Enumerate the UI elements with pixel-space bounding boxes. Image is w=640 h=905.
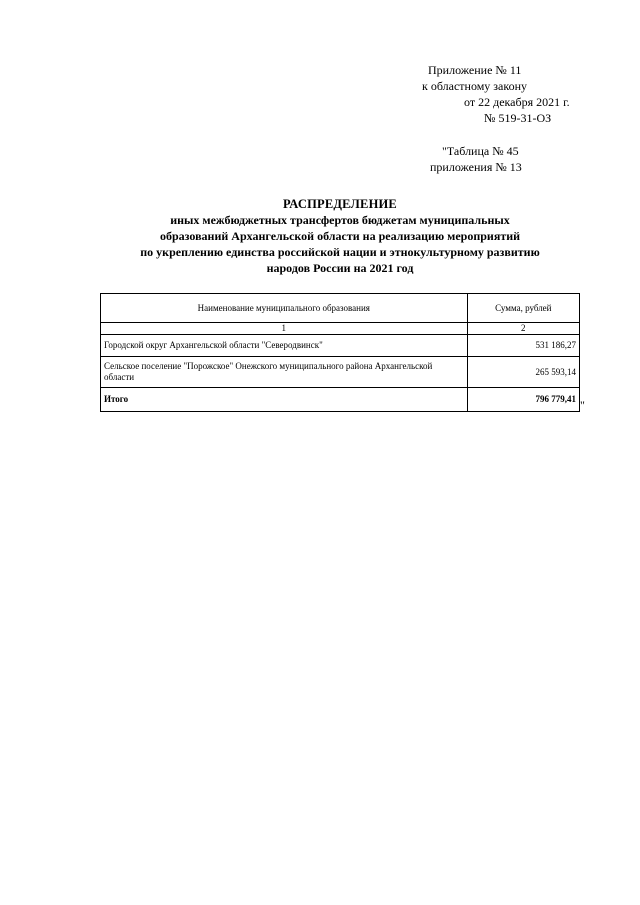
- total-amount: 796 779,41: [467, 388, 579, 412]
- document-title: [100, 196, 580, 276]
- closing-quote: ": [580, 398, 585, 412]
- title-line-3: по укреплению единства российской нации и этнокультурному развитию: [140, 245, 540, 259]
- row-amount: 265 593,14: [467, 357, 579, 388]
- column-number-1: 1: [101, 323, 468, 335]
- column-number-row: [101, 323, 580, 335]
- row-name: Сельское поселение "Порожское" Онежского муниципального района Архангельской области: [101, 357, 468, 388]
- row-name: Городской округ Архангельской области "Северодвинск": [101, 335, 468, 357]
- title-main: РАСПРЕДЕЛЕНИЕ: [283, 197, 397, 211]
- column-number-2: 2: [467, 323, 579, 335]
- table-row: [101, 335, 580, 357]
- appendix-number: Приложение № 11: [428, 63, 522, 77]
- title-line-1: иных межбюджетных трансфертов бюджетам муниципальных: [170, 213, 510, 227]
- distribution-table: [100, 293, 580, 412]
- header-amount: Сумма, рублей: [467, 294, 579, 323]
- total-row: [101, 388, 580, 412]
- appendix-date: от 22 декабря 2021 г.: [464, 95, 570, 109]
- total-label: Итого: [101, 388, 468, 412]
- table-reference: [400, 143, 600, 175]
- table-header-row: [101, 294, 580, 323]
- table-row: [101, 357, 580, 388]
- title-line-4: народов России на 2021 год: [266, 261, 414, 275]
- table-appendix-ref: приложения № 13: [430, 160, 522, 174]
- appendix-law: к областному закону: [422, 79, 528, 93]
- appendix-law-number: № 519-31-ОЗ: [484, 111, 552, 125]
- table-number: "Таблица № 45: [442, 144, 519, 158]
- title-line-2: образований Архангельской области на реализацию мероприятий: [159, 229, 521, 243]
- header-name: Наименование муниципального образования: [101, 294, 468, 323]
- appendix-block: [400, 62, 600, 126]
- row-amount: 531 186,27: [467, 335, 579, 357]
